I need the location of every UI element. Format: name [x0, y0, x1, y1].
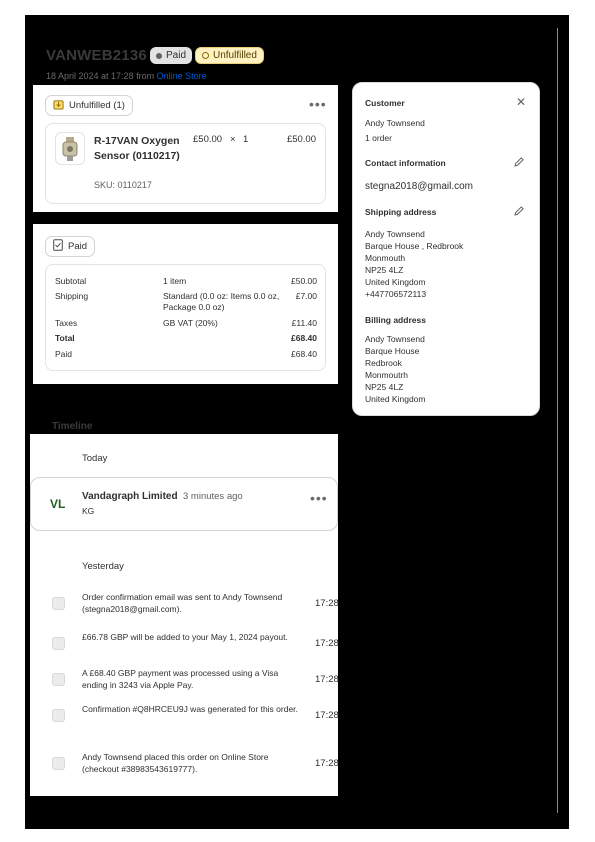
edit-shipping-pencil-icon[interactable]: [513, 205, 525, 220]
timeline-day-yesterday: Yesterday: [82, 561, 124, 572]
summary-detail: Standard (0.0 oz: Items 0.0 oz, Package 0.0 oz): [163, 291, 280, 312]
event-time: 17:28: [315, 674, 339, 685]
customer-heading: Customer: [365, 98, 405, 108]
paid-status-badge: [150, 47, 192, 64]
shipping-line: United Kingdom: [365, 277, 426, 287]
order-number: VANWEB2136: [46, 47, 147, 64]
billing-line: Redbrook: [365, 358, 402, 368]
event-text: Order confirmation email was sent to Andy Townsend (stegna2018@gmail.com).: [82, 592, 283, 614]
shipping-line: NP25 4LZ: [365, 265, 404, 275]
comment-author: Vandagraph Limited: [82, 491, 178, 502]
customer-email[interactable]: stegna2018@gmail.com: [365, 181, 473, 192]
event-time: 17:28: [315, 598, 339, 609]
event-bullet-icon: [52, 597, 65, 610]
customer-card: [352, 82, 540, 416]
product-name[interactable]: R-17VAN Oxygen Sensor (0110217): [94, 135, 180, 162]
quantity-times: ×: [230, 134, 236, 145]
comment-timestamp: 3 minutes ago: [183, 491, 243, 502]
billing-line: Andy Townsend: [365, 334, 425, 344]
customer-name-link[interactable]: Andy Townsend: [365, 118, 425, 128]
summary-amount: £11.40: [291, 318, 317, 328]
summary-amount: £68.40: [291, 349, 317, 359]
timeline-event: [30, 667, 338, 697]
summary-amount: £68.40: [291, 333, 317, 343]
contact-info-heading: Contact information: [365, 158, 446, 168]
event-text: Andy Townsend placed this order on Online Store (checkout #38983543619777).: [82, 752, 269, 774]
timeline-event: [30, 591, 338, 621]
billing-address-heading: Billing address: [365, 315, 426, 325]
paid-pill-label: Paid: [68, 241, 88, 252]
product-quantity: 1: [243, 134, 249, 145]
billing-line: Monmoutrh: [365, 370, 408, 380]
receipt-check-icon: [53, 239, 63, 254]
unfulfilled-badge-label: Unfulfilled: [213, 50, 257, 61]
scrollbar-track[interactable]: [557, 28, 558, 813]
product-thumbnail: [55, 132, 85, 165]
product-line-total: £50.00: [286, 134, 316, 145]
paid-pill: [45, 236, 95, 257]
billing-line: NP25 4LZ: [365, 382, 404, 392]
event-time: 17:28: [315, 758, 339, 769]
customer-orders-link[interactable]: 1 order: [365, 133, 392, 143]
event-text: £66.78 GBP will be added to your May 1, 2024 payout.: [82, 632, 288, 642]
timeline-card: [30, 434, 338, 796]
shipping-address-heading: Shipping address: [365, 207, 437, 217]
summary-label: Paid: [55, 349, 73, 359]
shipping-line: Andy Townsend: [365, 229, 425, 239]
shipping-line: Monmouth: [365, 253, 406, 263]
summary-label: Total: [55, 333, 75, 343]
shipping-line: Barque House , Redbrook: [365, 241, 464, 251]
timeline-event: [30, 703, 338, 733]
avatar: VL: [50, 497, 66, 511]
product-unit-price: £50.00: [193, 134, 223, 145]
billing-line: Barque House: [365, 346, 420, 356]
unfulfilled-status-badge: [195, 47, 264, 64]
unfulfilled-pill-label: Unfulfilled (1): [69, 100, 125, 111]
summary-detail: 1 item: [163, 276, 187, 286]
timeline-event: [30, 631, 338, 661]
summary-detail: GB VAT (20%): [163, 318, 218, 328]
summary-amount: £7.00: [295, 291, 317, 301]
close-icon[interactable]: ✕: [516, 95, 527, 109]
event-bullet-icon: [52, 637, 65, 650]
event-bullet-icon: [52, 757, 65, 770]
event-time: 17:28: [315, 710, 339, 721]
timeline-day-today: Today: [82, 453, 108, 464]
event-bullet-icon: [52, 673, 65, 686]
event-time: 17:28: [315, 638, 339, 649]
order-date: 18 April 2024 at 17:28 from: [46, 71, 157, 81]
summary-label: Taxes: [55, 318, 78, 328]
summary-label: Subtotal: [55, 276, 87, 286]
event-text: A £68.40 GBP payment was processed using a Visa ending in 3243 via Apple Pay.: [82, 668, 279, 690]
unfulfilled-pill: [45, 95, 133, 116]
line-item: [45, 123, 326, 204]
billing-line: United Kingdom: [365, 394, 426, 404]
timeline-event: [30, 751, 338, 781]
product-sku: SKU: 0110217: [94, 180, 152, 190]
paid-badge-label: Paid: [166, 50, 187, 61]
order-source-link[interactable]: Online Store: [156, 71, 207, 81]
fulfillment-box-icon: [53, 99, 64, 113]
shipping-phone: +447706572113: [365, 289, 427, 299]
summary-label: Shipping: [55, 291, 89, 301]
summary-amount: £50.00: [291, 276, 317, 286]
status-dot-icon: [156, 53, 162, 59]
status-ring-icon: [202, 52, 209, 59]
comment-more-button[interactable]: •••: [310, 490, 328, 506]
event-bullet-icon: [52, 709, 65, 722]
edit-contact-pencil-icon[interactable]: [513, 156, 525, 171]
payment-card: [33, 224, 338, 384]
comment-text: KG: [82, 506, 95, 516]
timeline-comment: [30, 477, 338, 531]
order-meta: [46, 71, 207, 81]
fulfillment-more-button[interactable]: •••: [309, 96, 327, 112]
event-text: Confirmation #Q8HRCEU9J was generated for this order.: [82, 704, 298, 714]
fulfillment-card: [33, 85, 338, 212]
timeline-heading: Timeline: [52, 421, 93, 432]
